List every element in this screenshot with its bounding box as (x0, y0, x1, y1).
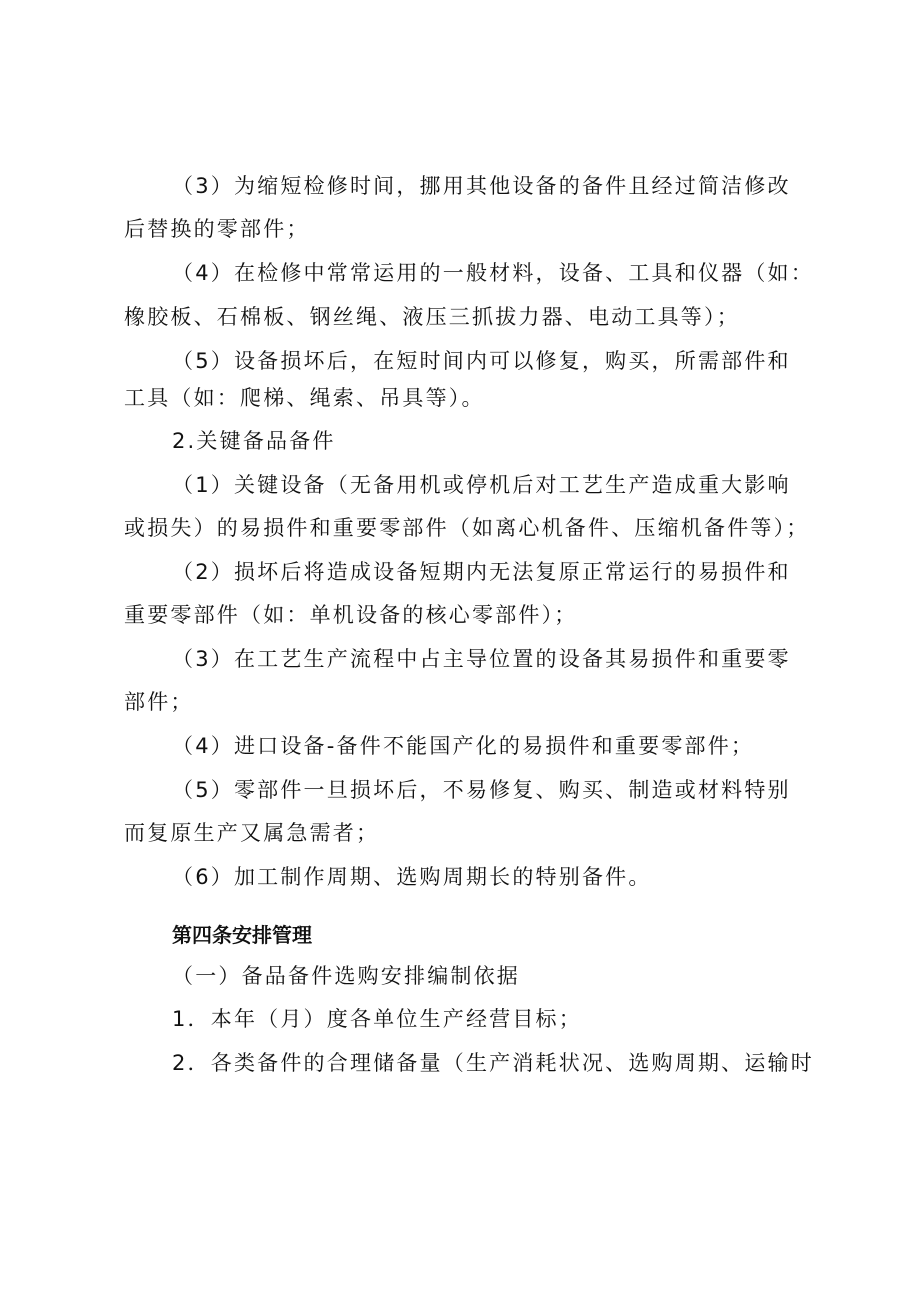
section-subheading: 2.关键备品备件 (172, 429, 336, 453)
paragraph-line: 后替换的零部件； (124, 217, 310, 241)
paragraph-line: 或损失）的易损件和重要零部件（如离心机备件、压缩机备件等）； (124, 516, 810, 540)
paragraph-line: 橡胶板、石棉板、钢丝绳、液压三抓拔力器、电动工具等）； (124, 305, 740, 329)
paragraph-line: 1．本年（月）度各单位生产经营目标； (172, 1007, 582, 1031)
paragraph-line: 2．各类备件的合理储备量（生产消耗状况、选购周期、运输时 (172, 1051, 814, 1075)
paragraph-line: （3）为缩短检修时间，挪用其他设备的备件且经过简洁修改 (172, 174, 791, 198)
paragraph-line: 而复原生产又属急需者； (124, 821, 380, 845)
paragraph-line: （2）损坏后将造成设备短期内无法复原正常运行的易损件和 (172, 560, 791, 584)
paragraph-line: （4）在检修中常常运用的一般材料，设备、工具和仪器（如： (172, 261, 814, 285)
paragraph-line: （一）备品备件选购安排编制依据 (172, 964, 520, 988)
paragraph-line: 工具（如：爬梯、绳索、吊具等）。 (124, 386, 485, 410)
paragraph-line: 重要零部件（如：单机设备的核心零部件）； (124, 603, 578, 627)
paragraph-line: 部件； (124, 690, 194, 714)
article-heading: 第四条安排管理 (172, 923, 312, 947)
paragraph-line: （3）在工艺生产流程中占主导位置的设备其易损件和重要零 (172, 647, 791, 671)
paragraph-line: （6）加工制作周期、选购周期长的特别备件。 (172, 865, 652, 889)
paragraph-line: （1）关键设备（无备用机或停机后对工艺生产造成重大影响 (172, 473, 791, 497)
paragraph-line: （5）设备损坏后，在短时间内可以修复，购买，所需部件和 (172, 349, 791, 373)
paragraph-line: （4）进口设备-备件不能国产化的易损件和重要零部件； (172, 734, 755, 758)
paragraph-line: （5）零部件一旦损坏后，不易修复、购买、制造或材料特别 (172, 778, 791, 802)
